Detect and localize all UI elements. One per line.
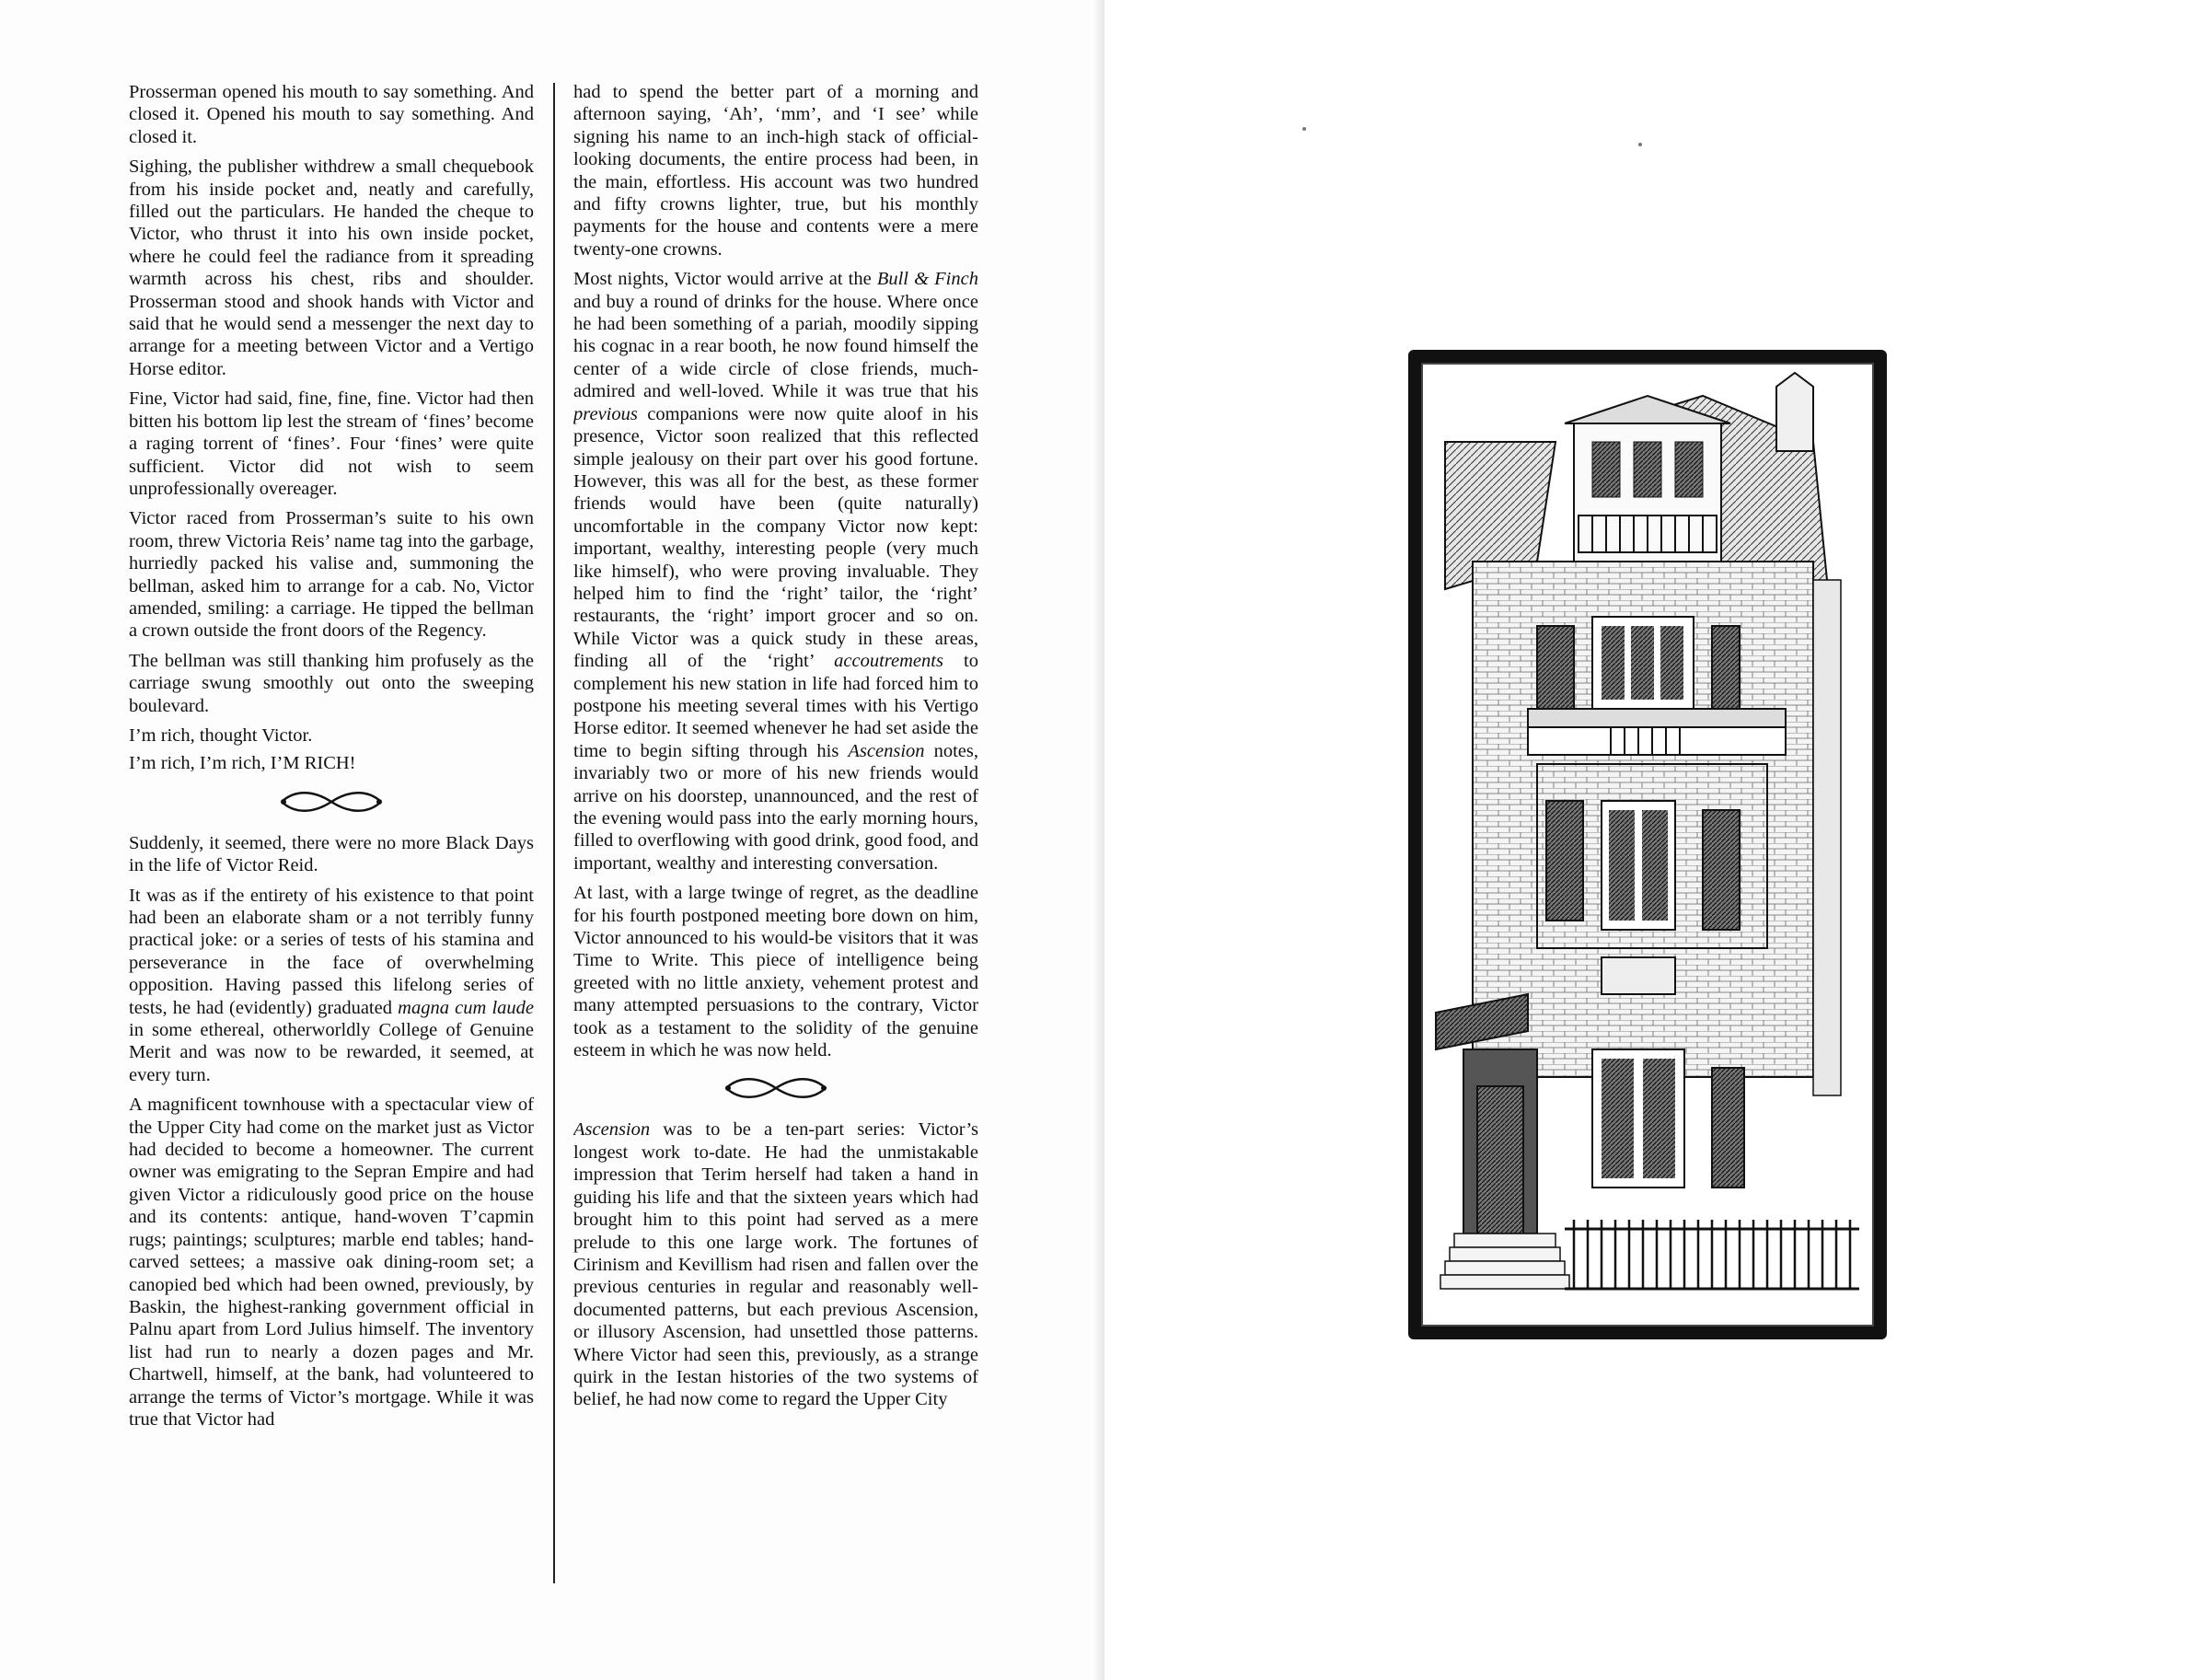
paragraph: had to spend the better part of a morning and afternoon saying, ‘Ah’, ‘mm’, and ‘I see’ while signing his name to an inch-high stack of official-looking documents, the entire process had been, in the main, effortless. His account was two hundred and fifty crowns lighter, true, but his monthly payments for the house and contents were a mere twenty-one crowns. — [573, 82, 978, 260]
section-flourish-icon — [276, 786, 387, 817]
paragraph — [129, 885, 534, 1087]
townhouse-illustration — [1427, 368, 1868, 1321]
paper-speck — [1638, 143, 1642, 146]
text-run: to complement his new station in life had forced him to postpone his meeting several times with his Vertigo Horse editor. It seemed whenever he had set aside the time to begin sifting through his — [573, 651, 978, 761]
text-run: companions were now quite aloof in his presence, Victor soon realized that this reflected simple jealousy on their part over his good fortune. However, this was all for the best, as these former friends would have been (quite naturally) uncomfortable in the company Victor now kept: important, wealthy, interesting people (very much like himself), who were proving invaluable. They helped him to find the ‘right’ tailor, the ‘right’ restaurants, the ‘right’ import grocer and so on. While Victor was a quick study in these areas, finding all of the ‘right’ — [573, 403, 978, 672]
section-flourish-icon — [721, 1072, 831, 1104]
townhouse-illustration-frame — [1408, 350, 1887, 1339]
text-column-right — [573, 81, 978, 1591]
paragraph — [573, 268, 978, 875]
text-run: Most nights, Victor would arrive at the — [573, 269, 877, 290]
italic-text: accoutrements — [834, 651, 943, 672]
italic-text: previous — [573, 403, 638, 424]
paragraph: At last, with a large twinge of regret, as the deadline for his fourth postponed meeting bore down on him, Victor announced to his would-be visitors that it was Time to Write. This piece of intelligence being greeted with no little anxiety, vehement protest and many attempted persuasions to the contrary, Victor took as a testament to the solidity of the genuine esteem in which he was now held. — [573, 883, 978, 1061]
paragraph: I’m rich, thought Victor. — [129, 724, 313, 746]
column-divider — [553, 83, 555, 1583]
paragraph: Prosserman opened his mouth to say something. And closed it. Opened his mouth to say something. And closed it. — [129, 82, 534, 147]
paragraph: Sighing, the publisher withdrew a small chequebook from his inside pocket and, neatly and carefully, filled out the particulars. He handed the cheque to Victor, who thrust it into his own inside pocket, where he could feel the radiance from it spreading warmth across his chest, ribs and shoulder. Prosserman stood and shook hands with Victor and said that he would send a messenger the next day to arrange for a meeting between Victor and a Vertigo Horse editor. — [129, 156, 534, 379]
paragraph: Fine, Victor had said, fine, fine, fine. Victor had then bitten his bottom lip lest the stream of ‘fines’ become a raging torrent of ‘fines’. Four ‘fines’ were quite sufficient. Victor did not wish to seem unprofessionally overeager. — [129, 388, 534, 499]
paragraph: Victor raced from Prosserman’s suite to his own room, threw Victoria Reis’ name tag into the garbage, hurriedly packed his valise and, summoning the bellman, asked him to arrange for a cab. No, Victor amended, smiling: a carriage. He tipped the bellman a crown outside the front doors of the Regency. — [129, 508, 534, 642]
left-page — [0, 0, 1104, 1680]
text-run: was to be a ten-part series: Victor’s longest work to-date. He had the unmistakable impression that Terim herself had taken a hand in guiding his life and that the sixteen years which had brought him to this point had served as a mere prelude to this one large work. The fortunes of Cirinism and Kevillism had risen and fallen over the previous centuries in regular and reasonably well-documented patterns, but each previous Ascension, or illusory Ascension, had unsettled those patterns. Where Victor had seen this, previously, as a strange quirk in the Iestan histories of the two systems of belief, he had now come to regard the Upper City — [573, 1119, 978, 1410]
paragraph: A magnificent townhouse with a spectacular view of the Upper City had come on the market just as Victor had decided to become a homeowner. The current owner was emigrating to the Sepran Empire and had given Victor a ridiculously good price on the house and its contents: antique, hand-woven T’capmin rugs; paintings; sculptures; marble end tables; hand-carved settees; a massive oak dining-room set; a canopied bed which had been owned, previously, by Baskin, the highest-ranking government official in Palnu apart from Lord Julius himself. The inventory list had run to nearly a dozen pages and Mr. Chartwell, himself, at the bank, had volunteered to arrange the terms of Victor’s mortgage. While it was true that Victor had — [129, 1095, 534, 1430]
text-run: and buy a round of drinks for the house. Where once he had been something of a pariah, moodily sipping his cognac in a rear booth, he now found himself the center of a wide circle of close friends, much-admired and well-loved. While it was true that his — [573, 291, 978, 402]
text-run: It was as if the entirety of his existence to that point had been an elaborate sham or a not terribly funny practical joke: or a series of tests of his stamina and perseverance in the face of overwhelming opposition. Having passed this lifelong series of tests, he had (evidently) graduated — [129, 885, 534, 1018]
italic-text: magna cum laude — [398, 997, 534, 1018]
paragraph: The bellman was still thanking him profusely as the carriage swung smoothly out onto the sweeping boulevard. — [129, 650, 534, 716]
italic-text: Ascension — [573, 1119, 651, 1141]
paragraph: I’m rich, I’m rich, I’M RICH! — [129, 753, 356, 774]
paragraph: Suddenly, it seemed, there were no more Black Days in the life of Victor Reid. — [129, 832, 534, 876]
paper-speck — [1302, 127, 1306, 131]
text-run: in some ethereal, otherworldly College of Genuine Merit and was now to be rewarded, it seemed, at every turn. — [129, 1020, 534, 1085]
italic-text: Bull & Finch — [876, 269, 978, 290]
paragraph — [573, 1118, 978, 1410]
italic-text: Ascension — [848, 740, 925, 761]
text-column-left — [129, 81, 534, 1591]
text-run: notes, invariably two or more of his new friends would arrive on his doorstep, unannounced, and the rest of the evening would pass into the early morning hours, filled to overflowing with good drink, good food, and important, wealthy and interesting conversation. — [573, 740, 978, 874]
